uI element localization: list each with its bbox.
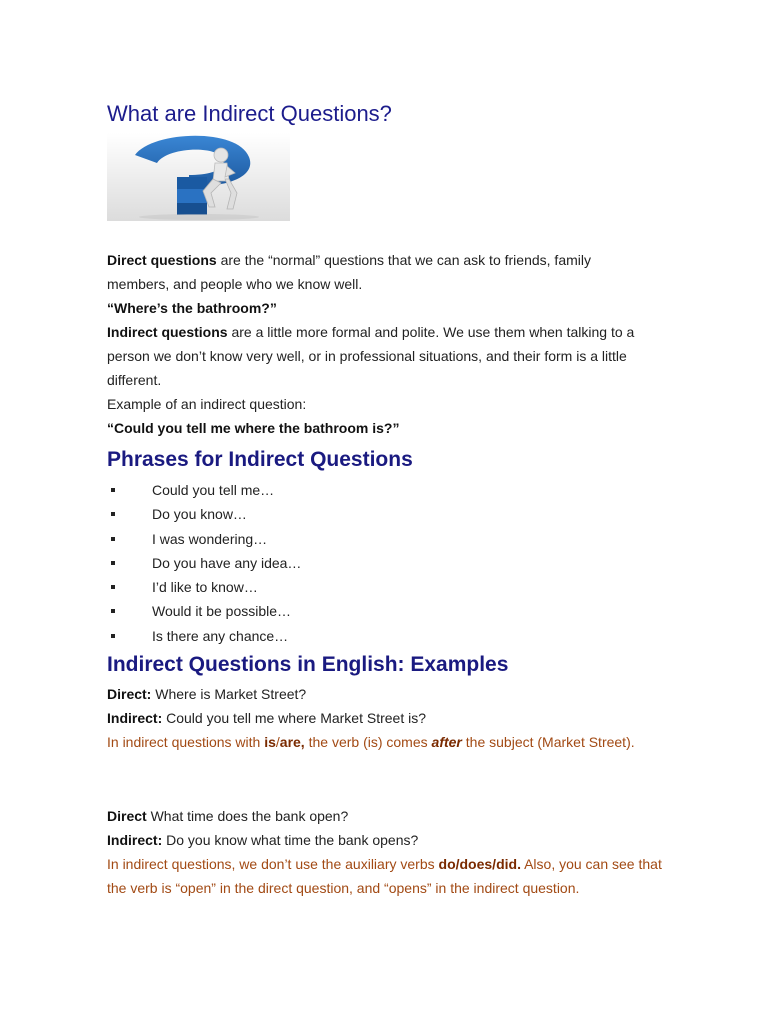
indirect-questions-paragraph [107, 320, 657, 392]
direct-questions-term: Direct questions [107, 252, 217, 268]
indirect-questions-term: Indirect questions [107, 324, 228, 340]
example-1-indirect: Indirect: Could you tell me where Market Street is? [107, 710, 427, 726]
square-bullet-icon [111, 488, 115, 492]
phrase-text: Do you have any idea… [152, 554, 302, 571]
example-2-direct: Direct What time does the bank open? [107, 808, 349, 824]
phrase-text: Is there any chance… [152, 627, 289, 644]
example-2-indirect: Indirect: Do you know what time the bank opens? [107, 832, 419, 848]
direct-questions-description: are the “normal” questions that we can ask to friends, family members, and people who we know well. [107, 252, 591, 292]
phrase-text: Would it be possible… [152, 603, 292, 620]
example-1-note: In indirect questions with is/are, the verb (is) comes after the subject (Market Street). [107, 734, 635, 750]
square-bullet-icon [111, 537, 115, 541]
indirect-questions-description: are a little more formal and polite. We use them when talking to a person we don’t know very well, or in professional situations, and their form is a little different. [107, 324, 635, 388]
page-title: What are Indirect Questions? [107, 101, 392, 126]
example-2 [107, 804, 667, 900]
intro-section [107, 248, 657, 440]
phrase-text: Could you tell me… [152, 482, 275, 498]
example-2-note: In indirect questions, we don’t use the auxiliary verbs do/does/did. Also, you can see that the verb is “open” in the direct question, and “opens” in the indirect question. [107, 856, 662, 896]
phrase-text: Do you know… [152, 506, 247, 523]
indirect-example: “Could you tell me where the bathroom is?” [107, 420, 400, 436]
square-bullet-icon [111, 585, 115, 589]
example-intro: Example of an indirect question: [107, 396, 307, 412]
square-bullet-icon [111, 609, 115, 613]
phrases-heading: Phrases for Indirect Questions [107, 448, 413, 471]
example-1 [107, 682, 667, 754]
direct-questions-paragraph [107, 248, 657, 296]
square-bullet-icon [111, 512, 115, 516]
square-bullet-icon [111, 561, 115, 565]
question-mark-figure-illustration [107, 133, 290, 221]
phrase-text: I’d like to know… [152, 579, 258, 596]
examples-heading: Indirect Questions in English: Examples [107, 653, 509, 676]
phrase-text: I was wondering… [152, 530, 268, 547]
direct-example: “Where’s the bathroom?” [107, 300, 277, 316]
example-1-direct: Direct: Where is Market Street? [107, 686, 307, 702]
square-bullet-icon [111, 634, 115, 638]
